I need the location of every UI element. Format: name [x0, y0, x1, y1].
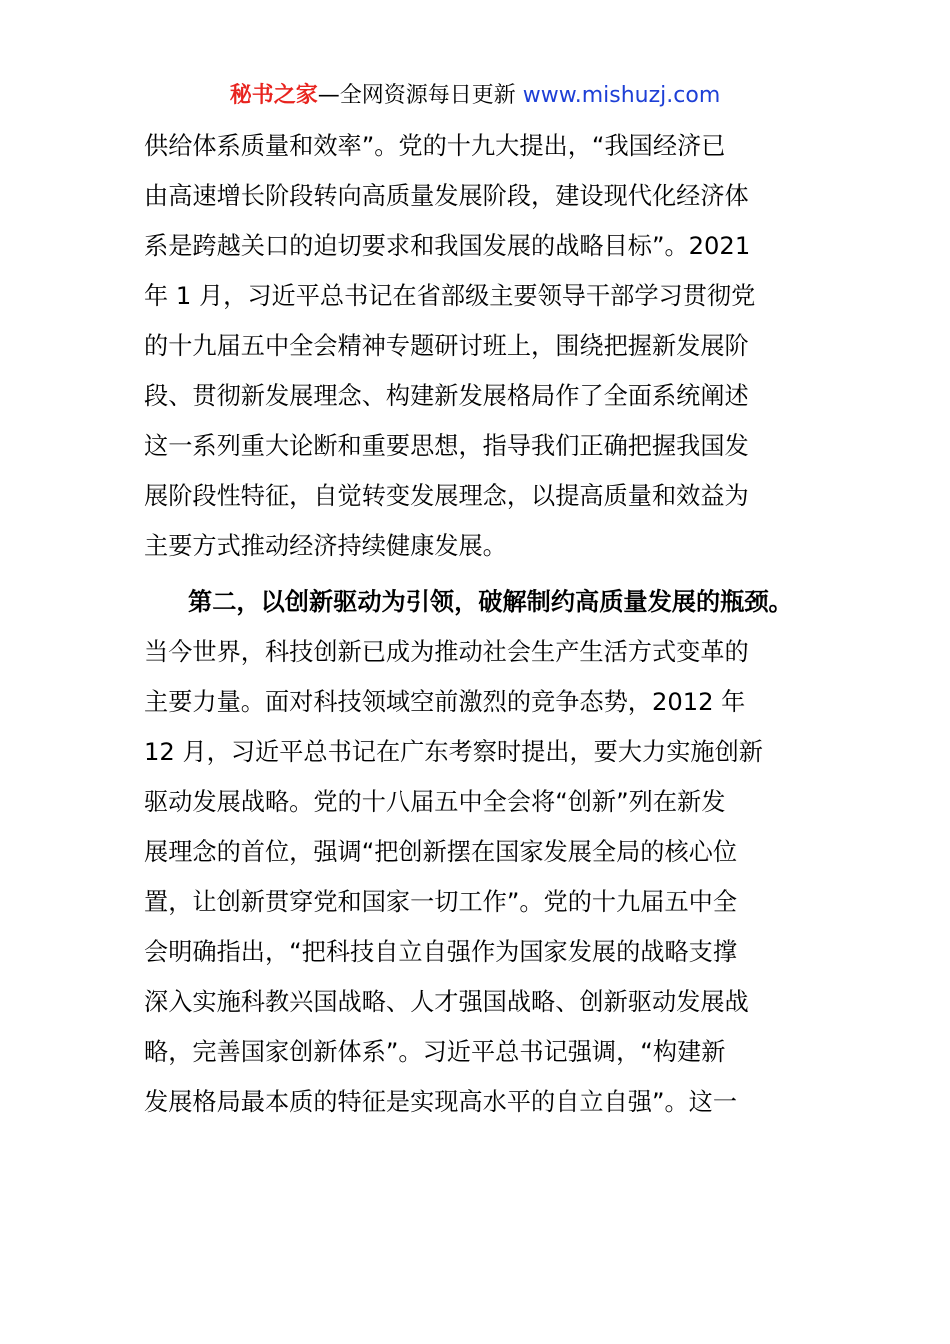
site-url-link[interactable]: www.mishuzj.com [522, 83, 721, 108]
body-line: 置，让创新贯穿党和国家一切工作”。党的十九届五中全 [144, 888, 738, 916]
body-line: 这一系列重大论断和重要思想，指导我们正确把握我国发 [144, 432, 749, 460]
body-line: 系是跨越关口的迫切要求和我国发展的战略目标”。2021 [144, 232, 751, 260]
body-line: 略，完善国家创新体系”。习近平总书记强调，“构建新 [144, 1038, 726, 1066]
body-line: 由高速增长阶段转向高质量发展阶段，建设现代化经济体 [144, 182, 749, 210]
body-line: 主要力量。面对科技领域空前激烈的竞争态势，2012 年 [144, 688, 746, 716]
section-heading: 第二，以创新驱动为引领，破解制约高质量发展的瓶颈。 [188, 588, 793, 616]
body-line: 12 月，习近平总书记在广东考察时提出，要大力实施创新 [144, 738, 763, 766]
body-line: 发展格局最本质的特征是实现高水平的自立自强”。这一 [144, 1088, 738, 1116]
body-line: 年 1 月，习近平总书记在省部级主要领导干部学习贯彻党 [144, 282, 756, 310]
body-line: 当今世界，科技创新已成为推动社会生产生活方式变革的 [144, 638, 749, 666]
site-tagline: —全网资源每日更新 [317, 83, 523, 108]
body-line: 驱动发展战略。党的十八届五中全会将“创新”列在新发 [144, 788, 726, 816]
body-line: 的十九届五中全会精神专题研讨班上，围绕把握新发展阶 [144, 332, 749, 360]
body-line: 供给体系质量和效率”。党的十九大提出，“我国经济已 [144, 132, 726, 160]
body-line: 段、贯彻新发展理念、构建新发展格局作了全面系统阐述 [144, 382, 749, 410]
body-line: 展阶段性特征，自觉转变发展理念，以提高质量和效益为 [144, 482, 749, 510]
body-line: 会明确指出，“把科技自立自强作为国家发展的战略支撑 [144, 938, 738, 966]
body-line: 深入实施科教兴国战略、人才强国战略、创新驱动发展战 [144, 988, 749, 1016]
site-header [0, 80, 950, 112]
body-line: 展理念的首位，强调“把创新摆在国家发展全局的核心位 [144, 838, 738, 866]
site-brand: 秘书之家 [229, 83, 318, 108]
body-line: 主要方式推动经济持续健康发展。 [144, 532, 507, 560]
